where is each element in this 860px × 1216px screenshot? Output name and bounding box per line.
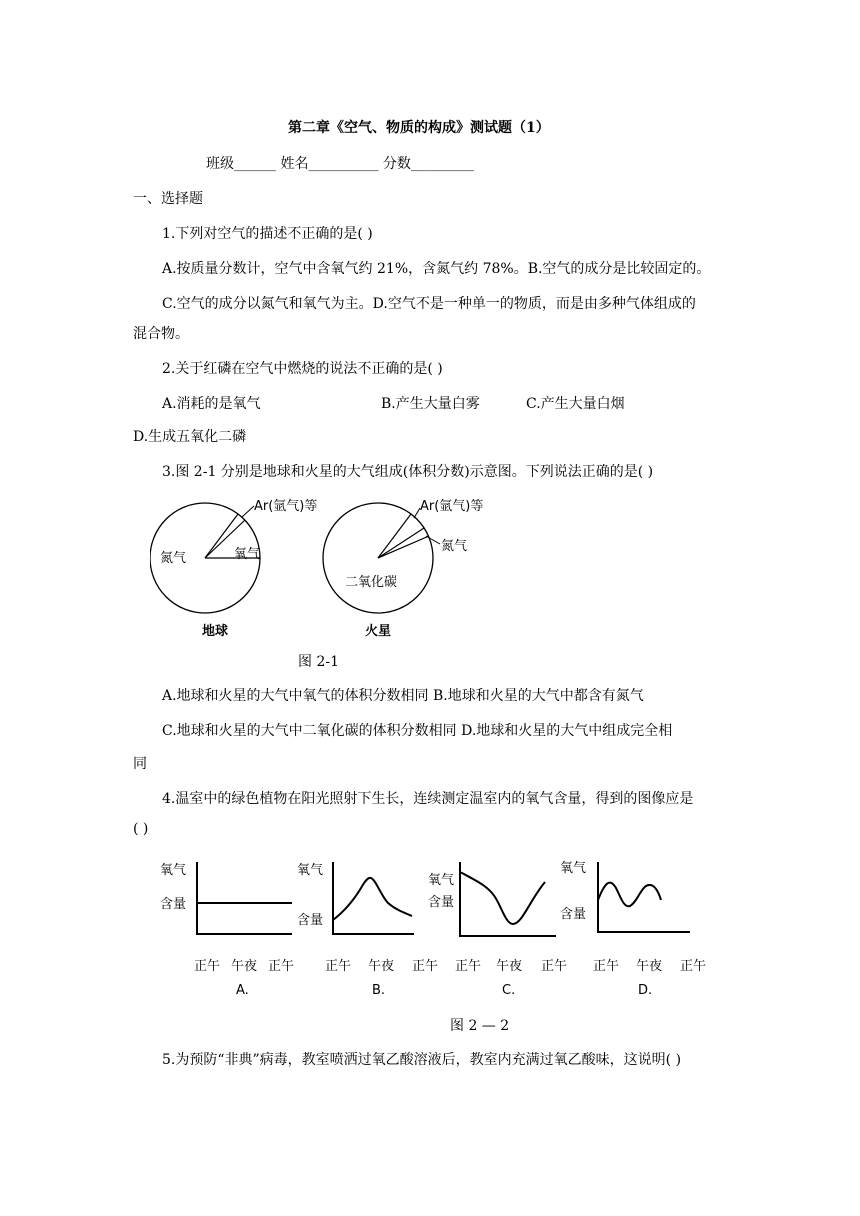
graph-b-option-label: B. xyxy=(372,983,386,998)
q4-stem-line1: 4.温室中的绿色植物在阳光照射下生长，连续测定温室内的氧气含量，得到的图像应是 xyxy=(162,791,694,807)
graph-d-option-label: D. xyxy=(638,983,653,998)
mars-nitrogen-label: 氮气 xyxy=(441,539,468,554)
q5-stem: 5.为预防“非典”病毒，教室喷洒过氧乙酸溶液后，教室内充满过氧乙酸味，这说明( ) xyxy=(162,1052,682,1068)
graph-a-option-label: A. xyxy=(236,983,249,998)
graph-a-y-label-bottom: 含量 xyxy=(160,897,187,912)
graph-c-option-label: C. xyxy=(502,983,516,998)
graph-b-curve xyxy=(333,878,412,920)
graph-b xyxy=(297,862,438,998)
q3-options-line2: C.地球和火星的大气中二氧化碳的体积分数相同 D.地球和火星的大气中组成完全相 xyxy=(162,723,673,739)
graph-c-y-label-bottom: 含量 xyxy=(428,895,455,910)
earth-oxygen-label: 氧气 xyxy=(234,547,261,562)
page-title: 第二章《空气、物质的构成》测试题（1） xyxy=(288,120,550,136)
graph-a-axes xyxy=(197,862,292,934)
graph-d-x-noon-end: 正午 xyxy=(680,959,707,974)
graph-c-x-noon-end: 正午 xyxy=(541,959,568,974)
graph-a-x-midnight: 午夜 xyxy=(231,959,258,974)
graph-d-x-noon-start: 正午 xyxy=(593,959,620,974)
graph-a xyxy=(160,862,294,998)
mars-label: 火星 xyxy=(365,624,392,639)
graph-d xyxy=(560,861,706,998)
graph-b-x-noon-end: 正午 xyxy=(412,959,439,974)
graph-c-curve xyxy=(460,872,545,924)
q1-options-line1: A.按质量分数计，空气中含氧气约 21%，含氮气约 78%。B.空气的成分是比较固定的。 xyxy=(162,261,711,277)
graph-b-x-midnight: 午夜 xyxy=(368,959,395,974)
section-heading: 一、选择题 xyxy=(133,191,203,207)
graph-d-x-midnight: 午夜 xyxy=(636,959,663,974)
graph-b-y-label-top: 氧气 xyxy=(297,863,324,878)
q3-stem: 3.图 2-1 分别是地球和火星的大气组成(体积分数)示意图。下列说法正确的是( ) xyxy=(162,464,654,480)
q2-option-d: D.生成五氧化二磷 xyxy=(133,429,247,445)
q3-options-line3: 同 xyxy=(133,756,147,772)
q1-options-line2: C.空气的成分以氮气和氧气为主。D.空气不是一种单一的物质，而是由多种气体组成的 xyxy=(162,296,696,312)
earth-label: 地球 xyxy=(202,624,229,639)
q2-option-b: B.产生大量白雾 xyxy=(381,396,480,412)
mars-pie-radius xyxy=(378,528,424,558)
earth-nitrogen-label: 氮气 xyxy=(160,551,187,566)
graph-c-x-midnight: 午夜 xyxy=(496,959,523,974)
q2-stem: 2.关于红磷在空气中燃烧的说法不正确的是( ) xyxy=(162,361,443,377)
graph-b-x-noon-start: 正午 xyxy=(325,959,352,974)
q2-option-c: C.产生大量白烟 xyxy=(526,396,625,412)
graph-d-y-label-bottom: 含量 xyxy=(560,907,587,922)
q4-stem-line2: ( ) xyxy=(133,821,149,837)
graph-a-y-label-top: 氧气 xyxy=(160,863,187,878)
graph-a-x-noon-end: 正午 xyxy=(268,959,295,974)
graph-d-curve xyxy=(598,883,661,907)
graph-c-y-label-top: 氧气 xyxy=(428,873,455,888)
mars-co2-label: 二氧化碳 xyxy=(345,575,398,590)
graph-d-y-label-top: 氧气 xyxy=(560,861,587,876)
graph-b-y-label-bottom: 含量 xyxy=(297,913,324,928)
mars-nitrogen-leader xyxy=(426,536,440,544)
student-info-line: 班级______ 姓名__________ 分数_________ xyxy=(206,156,474,172)
figure-2-1 xyxy=(150,490,510,640)
q2-option-a: A.消耗的是氧气 xyxy=(162,396,261,412)
q3-options-line1: A.地球和火星的大气中氧气的体积分数相同 B.地球和火星的大气中都含有氮气 xyxy=(162,688,644,704)
graph-d-axes xyxy=(598,862,690,932)
earth-ar-label: Ar(氩气)等 xyxy=(254,499,318,514)
graph-c-x-noon-start: 正午 xyxy=(455,959,482,974)
graph-c-axes xyxy=(460,862,556,936)
earth-ar-leader xyxy=(242,506,254,517)
graph-b-axes xyxy=(333,862,414,934)
graph-c xyxy=(428,862,567,998)
figure-2-2 xyxy=(150,850,730,1000)
figure-2-2-caption: 图 2 — 2 xyxy=(450,1018,510,1034)
graph-a-x-noon-start: 正午 xyxy=(194,959,221,974)
mars-ar-label: Ar(氩气)等 xyxy=(420,499,484,514)
figure-2-1-caption: 图 2-1 xyxy=(298,654,339,670)
q1-options-line3: 混合物。 xyxy=(133,326,189,342)
q1-stem: 1.下列对空气的描述不正确的是( ) xyxy=(162,226,373,242)
